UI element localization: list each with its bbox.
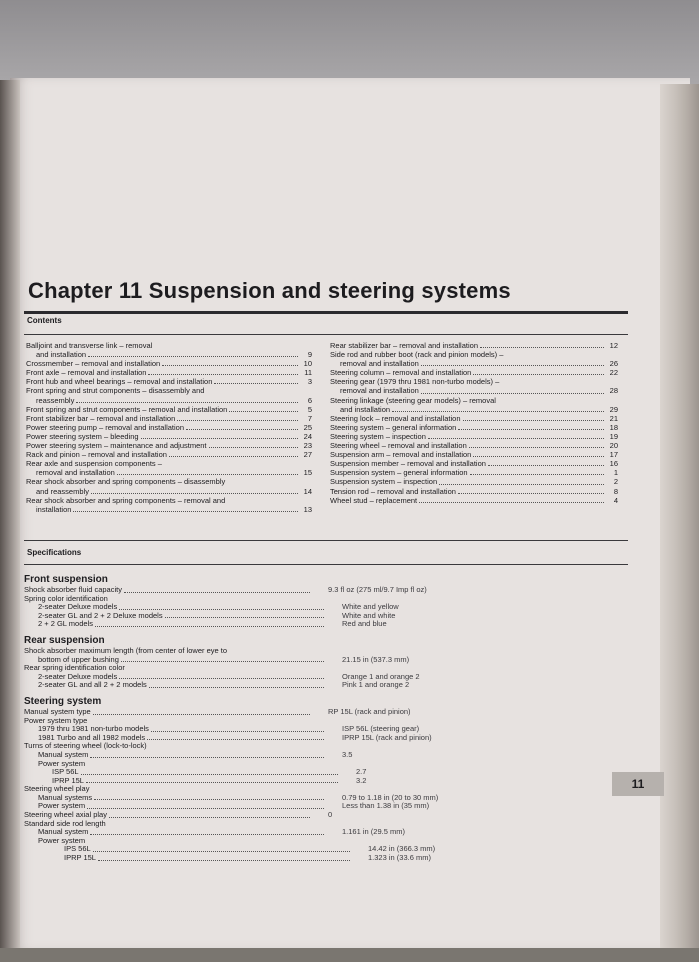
dot-leader xyxy=(147,739,324,740)
spec-label: Manual system xyxy=(38,827,89,837)
toc-entry xyxy=(26,450,312,459)
toc-entry xyxy=(330,341,618,350)
toc-entry-text: Front spring and strut components – disassembly and xyxy=(26,386,205,396)
contents-list-left xyxy=(26,341,312,514)
spec-value: IPRP 15L (rack and pinion) xyxy=(342,732,432,742)
toc-page-number: 16 xyxy=(609,459,618,469)
toc-entry xyxy=(26,341,312,359)
spec-value: 3.2 xyxy=(356,775,367,785)
toc-entry xyxy=(330,450,618,459)
spec-value: Orange 1 and orange 2 xyxy=(342,671,420,681)
title-rule xyxy=(24,311,628,314)
toc-entry xyxy=(330,459,618,468)
dot-leader xyxy=(87,808,324,809)
toc-page-number: 8 xyxy=(613,486,618,496)
contents-label: Contents xyxy=(27,316,62,325)
spec-label: Manual systems xyxy=(38,792,93,802)
spec-value: RP 15L (rack and pinion) xyxy=(328,706,411,716)
dot-leader xyxy=(98,860,350,861)
toc-row xyxy=(330,368,618,377)
toc-page-number: 3 xyxy=(307,377,312,387)
toc-page-number: 21 xyxy=(609,413,618,423)
toc-entry-text: Front stabilizer bar – removal and installation xyxy=(26,413,176,423)
dot-leader xyxy=(73,511,298,512)
spec-label: Steering wheel play xyxy=(24,784,90,794)
spec-section-heading: Front suspension xyxy=(24,574,108,585)
toc-row xyxy=(26,468,312,477)
dot-leader xyxy=(94,799,324,800)
contents-list-right xyxy=(330,341,618,505)
toc-entry-text: Side rod and rubber boot (rack and pinion models) – xyxy=(330,350,504,360)
dot-leader xyxy=(473,374,604,375)
toc-entry-text: Rear stabilizer bar – removal and installation xyxy=(330,341,478,350)
toc-row xyxy=(26,396,312,405)
toc-entry-text: Suspension system – general information xyxy=(330,468,468,478)
spec-label: Spring color identification xyxy=(24,593,108,603)
toc-row xyxy=(330,414,618,423)
toc-row xyxy=(330,468,618,477)
toc-entry xyxy=(26,423,312,432)
dot-leader xyxy=(458,429,604,430)
toc-entry-text: Rack and pinion – removal and installation xyxy=(26,450,167,460)
dot-leader xyxy=(91,493,298,494)
toc-entry xyxy=(330,414,618,423)
toc-entry xyxy=(26,359,312,368)
dot-leader xyxy=(109,817,310,818)
spec-value: 21.15 in (537.3 mm) xyxy=(342,654,410,664)
dot-leader xyxy=(470,474,604,475)
toc-row xyxy=(330,341,618,350)
spec-label: IPRP 15L xyxy=(52,775,84,785)
toc-row xyxy=(330,432,618,441)
spec-row xyxy=(24,708,464,717)
toc-page-number: 29 xyxy=(609,404,618,414)
toc-entry-text: Wheel stud – replacement xyxy=(330,495,418,505)
toc-entry-text: Steering gear (1979 thru 1981 non-turbo models) – xyxy=(330,377,500,387)
spec-row xyxy=(24,768,464,777)
toc-page-number: 17 xyxy=(609,450,618,460)
toc-entry xyxy=(330,468,618,477)
toc-page-number: 22 xyxy=(609,368,618,378)
spec-label: 2-seater GL and all 2 + 2 models xyxy=(38,680,147,690)
spec-value: 3.5 xyxy=(342,749,353,759)
toc-row xyxy=(26,432,312,441)
toc-entry xyxy=(330,477,618,486)
spec-value: 9.3 fl oz (275 ml/9.7 Imp fl oz) xyxy=(328,585,427,594)
specifications-rule xyxy=(24,564,628,565)
spec-label-cell xyxy=(24,620,326,629)
toc-entry-text: and installation xyxy=(340,404,391,414)
dot-leader xyxy=(93,851,350,852)
spec-label: Power system type xyxy=(24,715,88,725)
toc-row xyxy=(330,487,618,496)
spec-value: Less than 1.38 in (35 mm) xyxy=(342,801,430,811)
spec-value: 0 xyxy=(328,810,333,820)
spec-label: 2-seater Deluxe models xyxy=(38,671,118,681)
toc-entry xyxy=(26,477,312,495)
toc-page-number: 10 xyxy=(303,359,312,369)
spec-label: Rear spring identification color xyxy=(24,663,125,673)
dot-leader xyxy=(473,456,604,457)
toc-entry xyxy=(330,441,618,450)
toc-entry xyxy=(330,487,618,496)
toc-entry xyxy=(330,496,618,505)
toc-entry-text: removal and installation xyxy=(340,359,419,369)
toc-row xyxy=(330,423,618,432)
toc-entry xyxy=(330,368,618,377)
toc-entry-text: Steering column – removal and installation xyxy=(330,368,472,378)
toc-row xyxy=(26,405,312,414)
toc-page-number: 11 xyxy=(304,368,312,378)
spec-row xyxy=(24,751,464,760)
toc-entry-text: Suspension system – inspection xyxy=(330,477,438,487)
dot-leader xyxy=(463,420,605,421)
toc-row xyxy=(26,414,312,423)
dot-leader xyxy=(480,347,604,348)
toc-entry-text: Power steering system – maintenance and adjustment xyxy=(26,441,207,451)
toc-entry xyxy=(330,377,618,395)
toc-entry xyxy=(26,432,312,441)
toc-page-number: 18 xyxy=(609,422,618,432)
spec-value: Pink 1 and orange 2 xyxy=(342,680,410,690)
toc-row xyxy=(26,359,312,368)
toc-entry xyxy=(26,496,312,514)
spec-label: ISP 56L xyxy=(52,767,79,777)
toc-entry xyxy=(26,368,312,377)
dot-leader xyxy=(169,456,298,457)
contents-end-rule xyxy=(24,540,628,541)
toc-entry-text: Power steering pump – removal and installation xyxy=(26,422,185,432)
spec-label: IPS 56L xyxy=(64,844,91,854)
toc-page-number: 2 xyxy=(613,477,618,487)
contents-rule xyxy=(24,334,628,335)
spec-label: Steering wheel axial play xyxy=(24,810,107,820)
toc-row xyxy=(330,496,618,505)
spec-label: bottom of upper bushing xyxy=(38,654,119,664)
spec-label: Power system xyxy=(38,835,86,845)
toc-row xyxy=(26,505,312,514)
dot-leader xyxy=(90,757,324,758)
specifications-table xyxy=(24,574,464,863)
toc-row xyxy=(26,487,312,496)
spec-value: 0.79 to 1.18 in (20 to 30 mm) xyxy=(342,792,439,802)
toc-entry xyxy=(330,432,618,441)
toc-entry xyxy=(330,396,618,414)
toc-entry-text: Front spring and strut components – removal and installation xyxy=(26,404,228,414)
dot-leader xyxy=(119,609,324,610)
toc-page-number: 19 xyxy=(609,431,618,441)
toc-row xyxy=(26,368,312,377)
spec-row xyxy=(24,681,464,690)
spec-label: Shock absorber fluid capacity xyxy=(24,585,122,594)
toc-row xyxy=(330,441,618,450)
toc-row xyxy=(26,441,312,450)
spec-section-heading: Rear suspension xyxy=(24,634,105,646)
dot-leader xyxy=(186,429,298,430)
toc-page-number: 28 xyxy=(609,386,618,396)
toc-page-number: 1 xyxy=(613,468,618,478)
toc-entry-text: Steering system – general information xyxy=(330,422,457,432)
spec-label: Manual system type xyxy=(24,706,91,716)
toc-entry-text: Rear shock absorber and spring components – disassembly xyxy=(26,477,226,487)
dot-leader xyxy=(117,474,298,475)
dot-leader xyxy=(148,374,298,375)
spec-value: 14.42 in (366.3 mm) xyxy=(368,844,436,854)
toc-page-number: 27 xyxy=(303,450,312,460)
spec-label: Standard side rod length xyxy=(24,818,106,828)
spec-row xyxy=(24,742,464,751)
spec-label: 2-seater Deluxe models xyxy=(38,602,118,612)
toc-row xyxy=(330,477,618,486)
spec-label-cell xyxy=(24,681,326,690)
toc-page-number: 13 xyxy=(303,504,312,514)
toc-entry xyxy=(26,405,312,414)
toc-entry xyxy=(330,423,618,432)
toc-entry-text: Steering wheel – removal and installation xyxy=(330,441,467,451)
dot-leader xyxy=(428,438,604,439)
toc-row xyxy=(330,459,618,468)
spec-value: Red and blue xyxy=(342,619,387,629)
dot-leader xyxy=(88,356,298,357)
toc-entry-text: and installation xyxy=(36,350,87,360)
toc-page-number: 5 xyxy=(307,404,312,414)
spec-label: Manual system xyxy=(38,749,89,759)
toc-row xyxy=(26,423,312,432)
toc-page-number: 24 xyxy=(303,431,312,441)
dot-leader xyxy=(419,502,604,503)
toc-entry-text: Steering system – inspection xyxy=(330,431,426,441)
dot-leader xyxy=(151,731,324,732)
page-edges xyxy=(660,84,699,950)
dot-leader xyxy=(124,592,310,593)
dot-leader xyxy=(229,411,298,412)
dot-leader xyxy=(86,782,338,783)
toc-page-number: 7 xyxy=(307,413,312,423)
toc-entry xyxy=(26,386,312,404)
toc-entry-text: Front hub and wheel bearings – removal and installation xyxy=(26,377,213,387)
toc-entry xyxy=(330,350,618,368)
toc-row xyxy=(26,450,312,459)
toc-row xyxy=(330,405,618,414)
toc-page-number: 6 xyxy=(307,395,312,405)
dot-leader xyxy=(76,402,298,403)
toc-entry-text: removal and installation xyxy=(36,468,115,478)
chapter-tab: 11 xyxy=(612,772,664,796)
toc-page-number: 15 xyxy=(303,468,312,478)
chapter-title: Chapter 11 Suspension and steering systems xyxy=(28,278,511,303)
spec-row xyxy=(24,828,464,837)
spec-row xyxy=(24,760,464,769)
spec-value: 2.7 xyxy=(356,767,367,777)
spec-label-cell xyxy=(24,854,352,863)
dot-leader xyxy=(469,447,604,448)
spec-label: 1981 Turbo and all 1982 models xyxy=(38,732,146,742)
background-bottom xyxy=(0,948,699,962)
toc-entry-text: Crossmember – removal and installation xyxy=(26,359,161,369)
toc-row xyxy=(26,350,312,359)
spec-label: Power system xyxy=(38,801,86,811)
toc-entry xyxy=(26,414,312,423)
toc-entry-text: Balljoint and transverse link – removal xyxy=(26,341,153,350)
spec-label: Power system xyxy=(38,758,86,768)
spec-row xyxy=(24,777,464,786)
toc-page-number: 14 xyxy=(303,486,312,496)
toc-entry-text: Tension rod – removal and installation xyxy=(330,486,456,496)
spec-label: 2-seater GL and 2 + 2 Deluxe models xyxy=(38,610,163,620)
spec-value: ISP 56L (steering gear) xyxy=(342,724,420,734)
toc-row xyxy=(330,386,618,395)
spec-section-heading: Steering system xyxy=(24,695,102,707)
spec-value: 1.161 in (29.5 mm) xyxy=(342,827,405,837)
background-top xyxy=(0,0,699,84)
spec-label: Turns of steering wheel (lock-to-lock) xyxy=(24,741,147,751)
dot-leader xyxy=(81,774,338,775)
dot-leader xyxy=(209,447,298,448)
spec-row xyxy=(24,620,464,629)
toc-entry xyxy=(26,377,312,386)
spec-row xyxy=(24,854,464,863)
toc-entry-text: Rear axle and suspension components – xyxy=(26,459,162,469)
toc-page-number: 9 xyxy=(307,350,312,360)
dot-leader xyxy=(95,626,324,627)
toc-entry-text: Front axle – removal and installation xyxy=(26,368,147,378)
dot-leader xyxy=(165,617,324,618)
toc-entry-text: removal and installation xyxy=(340,386,419,396)
spec-value: 1.323 in (33.6 mm) xyxy=(368,853,431,863)
toc-entry xyxy=(26,459,312,477)
toc-entry-text: Suspension member – removal and installation xyxy=(330,459,486,469)
toc-entry-text: and reassembly xyxy=(36,486,89,496)
toc-entry-text: Steering linkage (steering gear models) – removal xyxy=(330,395,496,405)
spec-value: White and white xyxy=(342,610,396,620)
dot-leader xyxy=(119,678,324,679)
toc-entry-text: Rear shock absorber and spring components – removal and xyxy=(26,495,226,505)
book-spine xyxy=(0,80,20,950)
toc-page-number: 4 xyxy=(613,495,618,505)
dot-leader xyxy=(93,714,310,715)
dot-leader xyxy=(439,484,604,485)
toc-page-number: 20 xyxy=(609,441,618,451)
toc-entry-text: installation xyxy=(36,504,72,514)
toc-page-number: 25 xyxy=(303,422,312,432)
spec-label: 2 + 2 GL models xyxy=(38,619,93,629)
dot-leader xyxy=(162,365,298,366)
toc-page-number: 12 xyxy=(609,341,618,350)
spec-label: Shock absorber maximum length (from center of lower eye to xyxy=(24,645,228,655)
toc-entry-text: Power steering system – bleeding xyxy=(26,431,139,441)
spec-label: IPRP 15L xyxy=(64,853,96,863)
dot-leader xyxy=(488,465,604,466)
dot-leader xyxy=(421,365,604,366)
toc-row xyxy=(26,377,312,386)
toc-row xyxy=(330,450,618,459)
dot-leader xyxy=(458,493,604,494)
dot-leader xyxy=(177,420,298,421)
dot-leader xyxy=(421,393,604,394)
spec-value: White and yellow xyxy=(342,602,399,612)
specifications-label: Specifications xyxy=(27,548,82,557)
dot-leader xyxy=(149,687,324,688)
dot-leader xyxy=(392,411,604,412)
toc-page-number: 26 xyxy=(609,359,618,369)
toc-row xyxy=(330,359,618,368)
toc-entry-text: Steering lock – removal and installation xyxy=(330,413,461,423)
dot-leader xyxy=(90,834,324,835)
toc-entry-text: Suspension arm – removal and installation xyxy=(330,450,472,460)
dot-leader xyxy=(214,383,298,384)
spec-label: 1979 thru 1981 non-turbo models xyxy=(38,724,149,734)
dot-leader xyxy=(141,438,298,439)
toc-page-number: 23 xyxy=(303,441,312,451)
dot-leader xyxy=(121,661,324,662)
toc-entry-text: reassembly xyxy=(36,395,75,405)
toc-entry xyxy=(26,441,312,450)
